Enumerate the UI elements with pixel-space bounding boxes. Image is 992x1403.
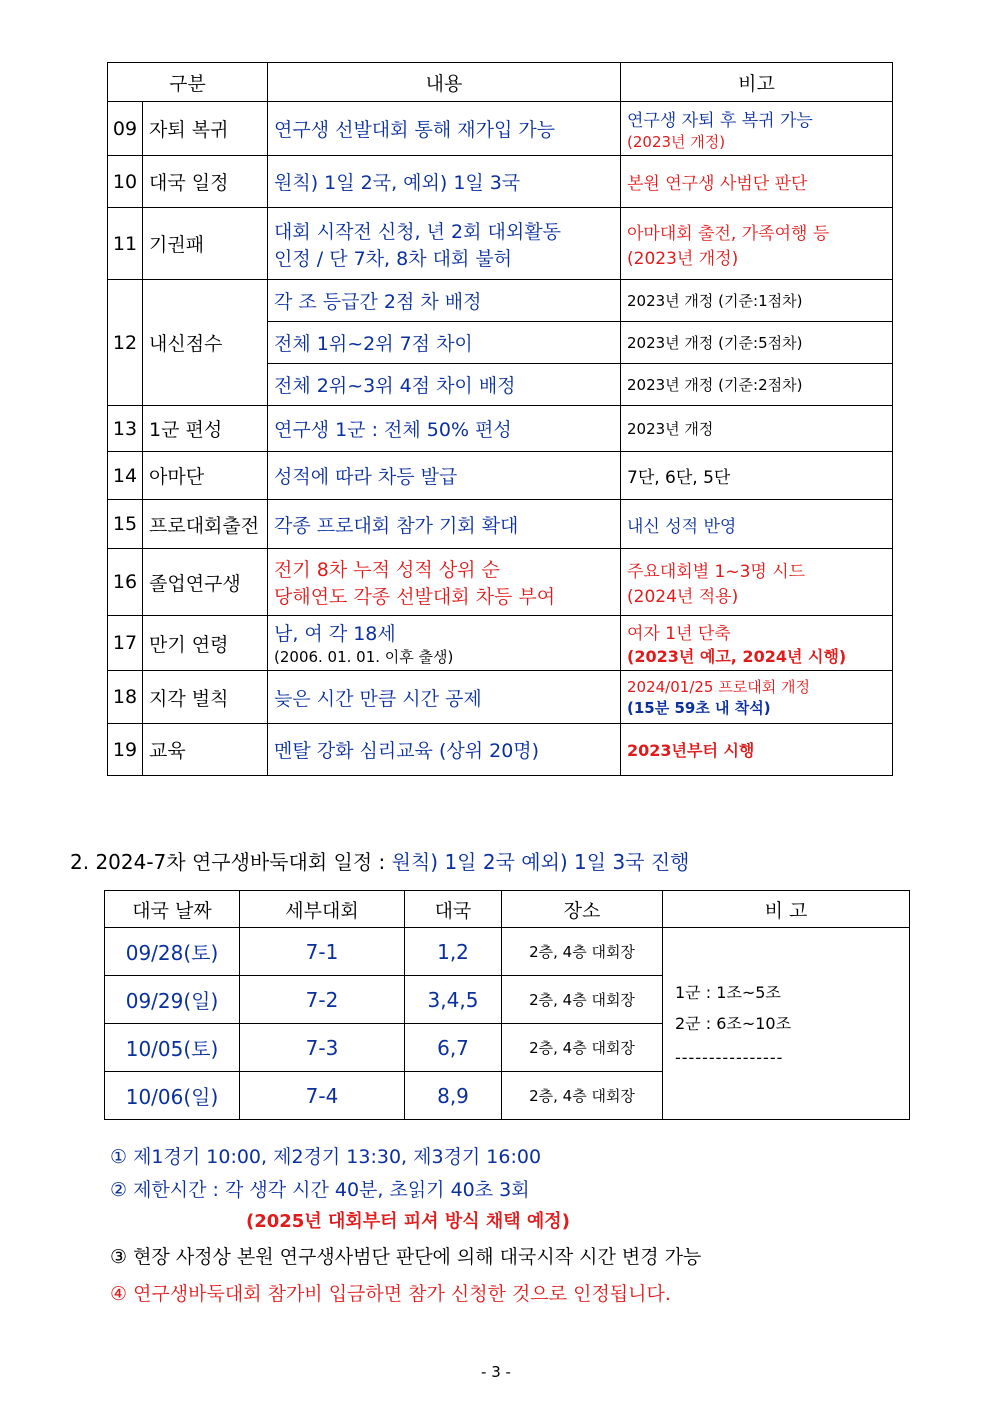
row-content: 늦은 시간 만큼 시간 공제 <box>268 671 621 724</box>
table-row <box>108 208 893 280</box>
row-number: 12 <box>108 280 143 406</box>
row-content: 성적에 따라 차등 발급 <box>268 452 621 500</box>
row-note <box>621 208 893 280</box>
header-content: 내용 <box>268 63 621 102</box>
header-date: 대국 날짜 <box>105 891 240 928</box>
cell-place: 2층, 4층 대회장 <box>502 928 663 976</box>
row-note: 2023년 개정 (기준:5점차) <box>621 322 893 364</box>
note-schedule-change: ③ 현장 사정상 본원 연구생사범단 판단에 의해 대국시작 시간 변경 가능 <box>110 1246 702 1268</box>
row-category: 프로대회출전 <box>143 500 268 549</box>
row-number: 19 <box>108 724 143 776</box>
note-line: 주요대회별 1~3명 시드 <box>627 562 806 582</box>
table-row <box>105 928 910 976</box>
header-event: 세부대회 <box>240 891 405 928</box>
row-content: 전체 1위~2위 7점 차이 <box>268 322 621 364</box>
row-note <box>621 671 893 724</box>
row-number: 16 <box>108 549 143 616</box>
row-number: 14 <box>108 452 143 500</box>
row-number: 09 <box>108 102 143 156</box>
note-game-times: ① 제1경기 10:00, 제2경기 13:30, 제3경기 16:00 <box>110 1146 542 1168</box>
cell-date: 09/29(일) <box>105 976 240 1024</box>
content-line: (2006. 01. 01. 이후 출생) <box>274 648 454 666</box>
cell-date: 10/06(일) <box>105 1072 240 1120</box>
header-remark: 비 고 <box>663 891 910 928</box>
header-category: 구분 <box>108 63 268 102</box>
rules-table <box>107 62 893 776</box>
row-content <box>268 208 621 280</box>
note-line: 2024/01/25 프로대회 개정 <box>627 678 810 696</box>
table-header-row <box>105 891 910 928</box>
note-line: (15분 59초 내 착석) <box>627 699 771 717</box>
row-content: 연구생 선발대회 통해 재가입 가능 <box>268 102 621 156</box>
cell-rounds: 6,7 <box>405 1024 502 1072</box>
cell-place: 2층, 4층 대회장 <box>502 1072 663 1120</box>
note-line: (2023년 예고, 2024년 시행) <box>627 647 847 666</box>
cell-event: 7-2 <box>240 976 405 1024</box>
cell-date: 09/28(토) <box>105 928 240 976</box>
row-note: 2023년 개정 (기준:2점차) <box>621 364 893 406</box>
table-row <box>108 724 893 776</box>
row-note: 2023년 개정 <box>621 406 893 452</box>
row-note: 내신 성적 반영 <box>621 500 893 549</box>
table-row <box>108 549 893 616</box>
row-number: 10 <box>108 156 143 208</box>
table-row <box>108 616 893 671</box>
cell-remark <box>663 928 910 1120</box>
content-line: 대회 시작전 신청, 년 2회 대외활동 <box>274 220 561 243</box>
row-category: 졸업연구생 <box>143 549 268 616</box>
section-title <box>70 846 690 875</box>
remark-divider: ---------------- <box>675 1048 784 1067</box>
note-line: 연구생 자퇴 후 복귀 가능 <box>627 110 813 131</box>
table-row <box>108 102 893 156</box>
row-content: 멘탈 강화 심리교육 (상위 20명) <box>268 724 621 776</box>
row-category: 만기 연령 <box>143 616 268 671</box>
schedule-table <box>104 890 910 1120</box>
remark-line: 2군 : 6조~10조 <box>675 1014 792 1033</box>
row-number: 13 <box>108 406 143 452</box>
row-content: 전체 2위~3위 4점 차이 배정 <box>268 364 621 406</box>
note-line: (2023년 개정) <box>627 248 739 269</box>
header-rounds: 대국 <box>405 891 502 928</box>
table-header-row <box>108 63 893 102</box>
row-note: 7단, 6단, 5단 <box>621 452 893 500</box>
content-line: 전기 8차 누적 성적 상위 순 <box>274 559 500 581</box>
row-number: 17 <box>108 616 143 671</box>
content-line: 남, 여 각 18세 <box>274 623 396 645</box>
table-row <box>108 406 893 452</box>
table-row <box>108 671 893 724</box>
row-content: 연구생 1군 : 전체 50% 편성 <box>268 406 621 452</box>
row-category: 교육 <box>143 724 268 776</box>
table-row <box>108 280 893 322</box>
row-number: 11 <box>108 208 143 280</box>
note-line: 아마대회 출전, 가족여행 등 <box>627 223 830 244</box>
row-category: 지각 벌칙 <box>143 671 268 724</box>
row-note <box>621 549 893 616</box>
remark-line: 1군 : 1조~5조 <box>675 983 781 1002</box>
note-line: (2023년 개정) <box>627 132 726 151</box>
header-note: 비고 <box>621 63 893 102</box>
cell-rounds: 3,4,5 <box>405 976 502 1024</box>
row-category: 대국 일정 <box>143 156 268 208</box>
note-fee: ④ 연구생바둑대회 참가비 입금하면 참가 신청한 것으로 인정됩니다. <box>110 1283 671 1305</box>
cell-date: 10/05(토) <box>105 1024 240 1072</box>
table-row <box>108 452 893 500</box>
row-content: 각종 프로대회 참가 기회 확대 <box>268 500 621 549</box>
cell-place: 2층, 4층 대회장 <box>502 976 663 1024</box>
row-number: 18 <box>108 671 143 724</box>
row-content <box>268 549 621 616</box>
cell-place: 2층, 4층 대회장 <box>502 1024 663 1072</box>
section-title-text: 2. 2024-7차 연구생바둑대회 일정 : <box>70 850 392 874</box>
row-note <box>621 102 893 156</box>
note-line: 여자 1년 단축 <box>627 624 731 644</box>
row-note: 2023년부터 시행 <box>621 724 893 776</box>
row-category: 1군 편성 <box>143 406 268 452</box>
row-content: 각 조 등급간 2점 차 배정 <box>268 280 621 322</box>
row-category: 아마단 <box>143 452 268 500</box>
cell-event: 7-4 <box>240 1072 405 1120</box>
content-line: 당해연도 각종 선발대회 차등 부여 <box>274 586 556 608</box>
page-number: - 3 - <box>481 1363 511 1381</box>
row-content <box>268 616 621 671</box>
cell-rounds: 8,9 <box>405 1072 502 1120</box>
cell-event: 7-3 <box>240 1024 405 1072</box>
note-line: (2024년 적용) <box>627 587 739 607</box>
row-number: 15 <box>108 500 143 549</box>
section-title-rule: 원칙) 1일 2국 예외) 1일 3국 진행 <box>391 850 690 874</box>
cell-rounds: 1,2 <box>405 928 502 976</box>
note-fischer: (2025년 대회부터 피셔 방식 채택 예정) <box>246 1211 570 1232</box>
row-category: 자퇴 복귀 <box>143 102 268 156</box>
cell-event: 7-1 <box>240 928 405 976</box>
row-note: 본원 연구생 사범단 판단 <box>621 156 893 208</box>
row-content: 원칙) 1일 2국, 예외) 1일 3국 <box>268 156 621 208</box>
row-category: 내신점수 <box>143 280 268 406</box>
note-time-limit: ② 제한시간 : 각 생각 시간 40분, 초읽기 40초 3회 <box>110 1179 530 1201</box>
content-line: 인정 / 단 7차, 8차 대회 불허 <box>274 247 513 270</box>
table-row <box>108 156 893 208</box>
row-category: 기권패 <box>143 208 268 280</box>
row-note <box>621 616 893 671</box>
header-place: 장소 <box>502 891 663 928</box>
row-note: 2023년 개정 (기준:1점차) <box>621 280 893 322</box>
table-row <box>108 500 893 549</box>
